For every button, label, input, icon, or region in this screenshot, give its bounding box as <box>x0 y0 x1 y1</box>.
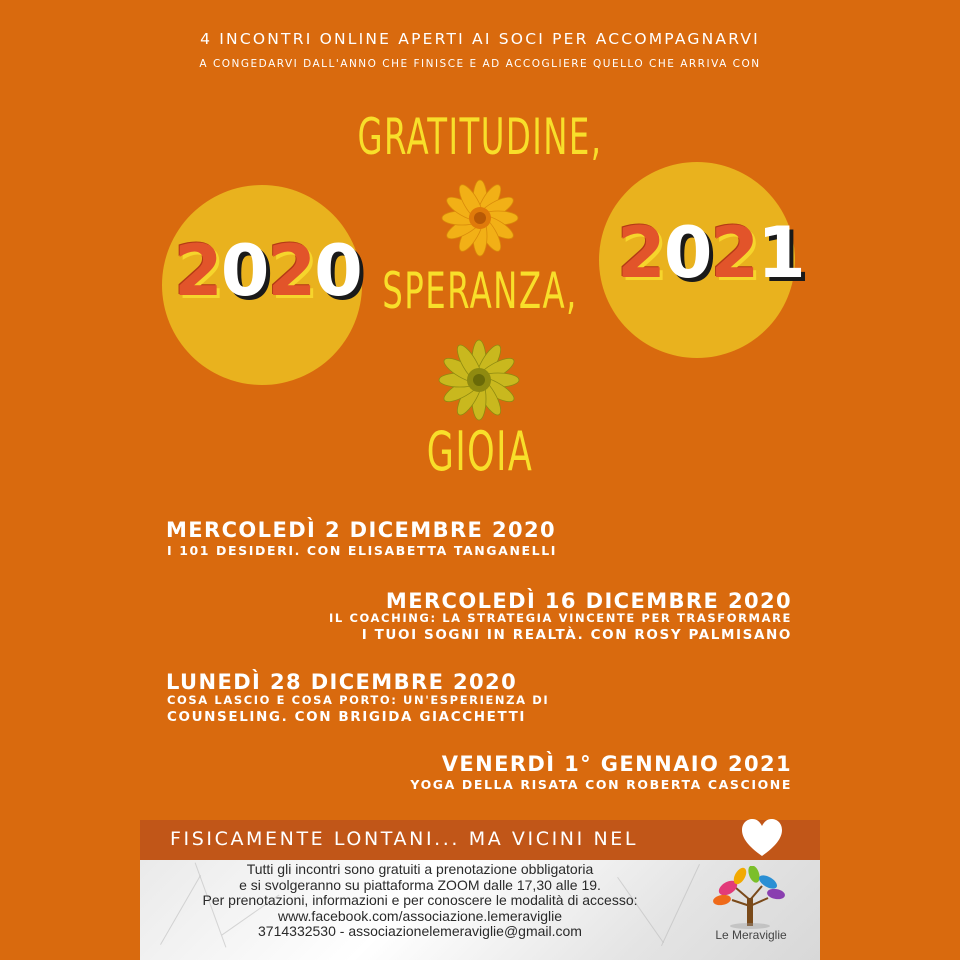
intro-line-1: 4 INCONTRI ONLINE APERTI AI SOCI PER ACCOMPAGNARVI <box>200 30 760 48</box>
year-2021-digit-2: 0 <box>663 212 711 294</box>
event-2-date: MERCOLEDÌ 16 DICEMBRE 2020 <box>385 589 792 613</box>
info-text <box>160 862 680 940</box>
event-2-desc-line-1: IL COACHING: LA STRATEGIA VINCENTE PER TRASFORMARE <box>329 611 792 625</box>
year-2020-digit-4: 0 <box>314 230 361 312</box>
word-gioia: GIOIA <box>426 420 534 483</box>
logo-name: Le Meraviglie <box>715 928 787 942</box>
info-contact[interactable]: 3714332530 - associazionelemeraviglie@gmail.com <box>258 923 582 939</box>
year-2021-digit-1: 2 <box>617 212 664 294</box>
event-1-date: MERCOLEDÌ 2 DICEMBRE 2020 <box>166 518 557 542</box>
tree-logo-icon <box>696 866 806 956</box>
event-4-desc: YOGA DELLA RISATA CON ROBERTA CASCIONE <box>410 777 792 792</box>
year-2020-digit-1: 2 <box>174 230 221 312</box>
info-facebook-link[interactable]: www.facebook.com/associazione.lemeraviglie <box>277 907 563 924</box>
event-4-date: VENERDÌ 1° GENNAIO 2021 <box>441 752 792 776</box>
banner-text: FISICAMENTE LONTANI... MA VICINI NEL <box>170 828 639 850</box>
year-2020-digit-2: 0 <box>220 230 268 312</box>
intro-line-2: A CONGEDARVI DALL'ANNO CHE FINISCE E AD ACCOGLIERE QUELLO CHE ARRIVA CON <box>199 58 761 70</box>
info-line-1: Tutti gli incontri sono gratuiti a prenotazione obbligatoria <box>246 861 594 877</box>
event-3-desc-line-2: COUNSELING. CON BRIGIDA GIACCHETTI <box>167 709 527 725</box>
heart-icon <box>740 818 784 858</box>
year-2021-digit-4: 1 <box>757 212 804 294</box>
year-2020-digit-3: 2 <box>267 230 315 312</box>
yellow-flower-icon <box>437 338 521 422</box>
year-2021-digit-3: 2 <box>710 212 758 294</box>
event-2-desc-line-2: I TUOI SOGNI IN REALTÀ. CON ROSY PALMISANO <box>361 627 792 643</box>
info-line-2: e si svolgeranno su piattaforma ZOOM dalle 17,30 alle 19. <box>239 876 601 893</box>
year-2021 <box>617 212 804 294</box>
year-2020 <box>174 230 361 312</box>
event-3-date: LUNEDÌ 28 DICEMBRE 2020 <box>166 670 518 694</box>
event-1-desc: I 101 DESIDERI. CON ELISABETTA TANGANELLI <box>167 543 558 558</box>
event-3-desc-line-1: COSA LASCIO E COSA PORTO: UN'ESPERIENZA DI <box>167 693 550 707</box>
info-line-3: Per prenotazioni, informazioni e per conoscere le modalità di accesso: <box>202 892 638 908</box>
word-speranza: SPERANZA, <box>382 262 578 320</box>
orange-flower-icon <box>440 178 520 258</box>
word-gratitudine: GRATITUDINE, <box>357 108 603 166</box>
